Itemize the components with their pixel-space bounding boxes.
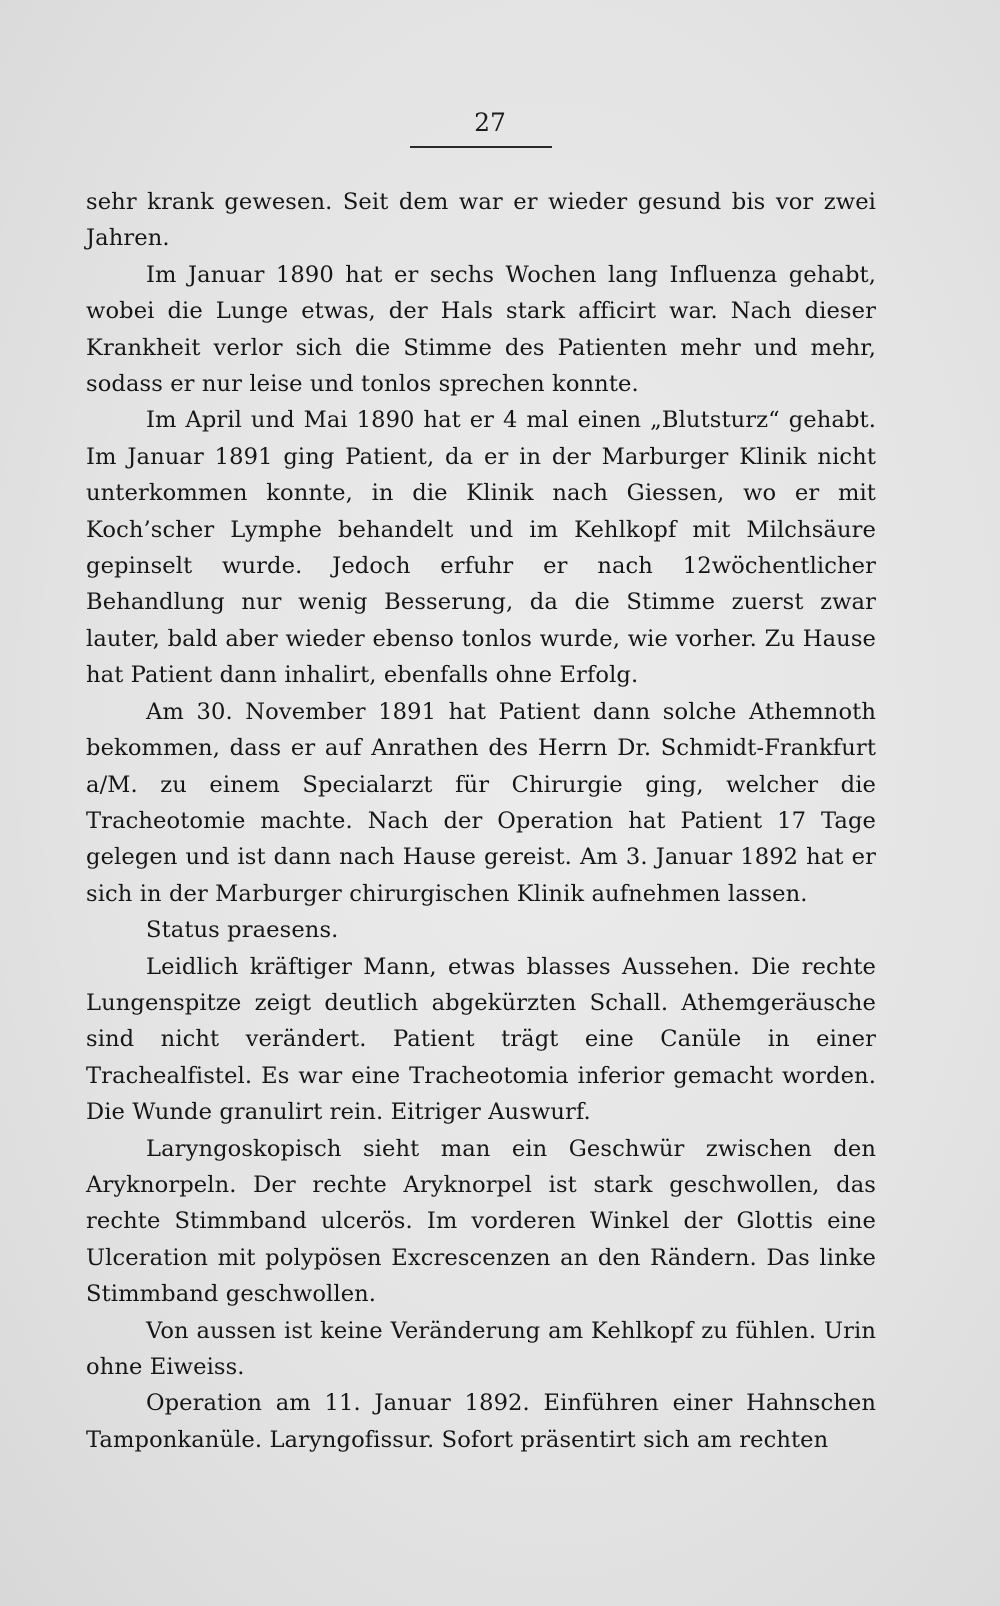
- paragraph-4: Am 30. November 1891 hat Patient dann solche Athemnoth bekommen, dass er auf Anrathen des Herrn Dr. Schmidt-Frankfurt a/M. zu einem Specialarzt für Chirurgie ging, welcher die Tracheotomie machte. Nach der Operation hat Patient 17 Tage gelegen und ist dann nach Hause gereist. Am 3. Januar 1892 hat er sich in der Marburger chirurgischen Klinik aufnehmen lassen.: [86, 698, 876, 907]
- paragraph-7: Laryngoskopisch sieht man ein Geschwür zwischen den Aryknorpeln. Der rechte Aryknorpel ist stark geschwollen, das rechte Stimmband ulcerös. Im vorderen Winkel der Glottis eine Ulceration mit polypösen Excrescenzen an den Rändern. Das linke Stimmband geschwollen.: [86, 1135, 876, 1308]
- text-body: [86, 184, 876, 1458]
- paragraph-2: Im Januar 1890 hat er sechs Wochen lang Influenza gehabt, wobei die Lunge etwas, der Hals stark afficirt war. Nach dieser Krankheit verlor sich die Stimme des Patienten mehr und mehr, sodass er nur leise und tonlos sprechen konnte.: [86, 261, 876, 398]
- paragraph-6: Leidlich kräftiger Mann, etwas blasses Aussehen. Die rechte Lungenspitze zeigt deutlich abgekürzten Schall. Athemgeräusche sind nicht verändert. Patient trägt eine Canüle in einer Trachealfistel. Es war eine Tracheotomia inferior gemacht worden. Die Wunde granulirt rein. Eitriger Auswurf.: [86, 953, 876, 1126]
- header-rule: [410, 146, 552, 148]
- paragraph-3: Im April und Mai 1890 hat er 4 mal einen „Blutsturz“ gehabt. Im Januar 1891 ging Patient, da er in der Marburger Klinik nicht unterkommen konnte, in die Klinik nach Giessen, wo er mit Koch’scher Lymphe behandelt und im Kehlkopf mit Milchsäure gepinselt wurde. Jedoch erfuhr er nach 12wöchentlicher Behandlung nur wenig Besserung, da die Stimme zuerst zwar lauter, bald aber wieder ebenso tonlos wurde, wie vorher. Zu Hause hat Patient dann inhalirt, ebenfalls ohne Erfolg.: [86, 407, 876, 689]
- paragraph-9: Operation am 11. Januar 1892. Einführen einer Hahnschen Tamponkanüle. Laryngofissur. Sofort präsentirt sich am rechten: [86, 1390, 876, 1453]
- paragraph-1: sehr krank gewesen. Seit dem war er wieder gesund bis vor zwei Jahren.: [86, 189, 876, 252]
- paragraph-8: Von aussen ist keine Veränderung am Kehlkopf zu fühlen. Urin ohne Eiweiss.: [86, 1317, 876, 1380]
- page-number: 27: [474, 108, 506, 137]
- paragraph-5: Status praesens.: [146, 917, 339, 944]
